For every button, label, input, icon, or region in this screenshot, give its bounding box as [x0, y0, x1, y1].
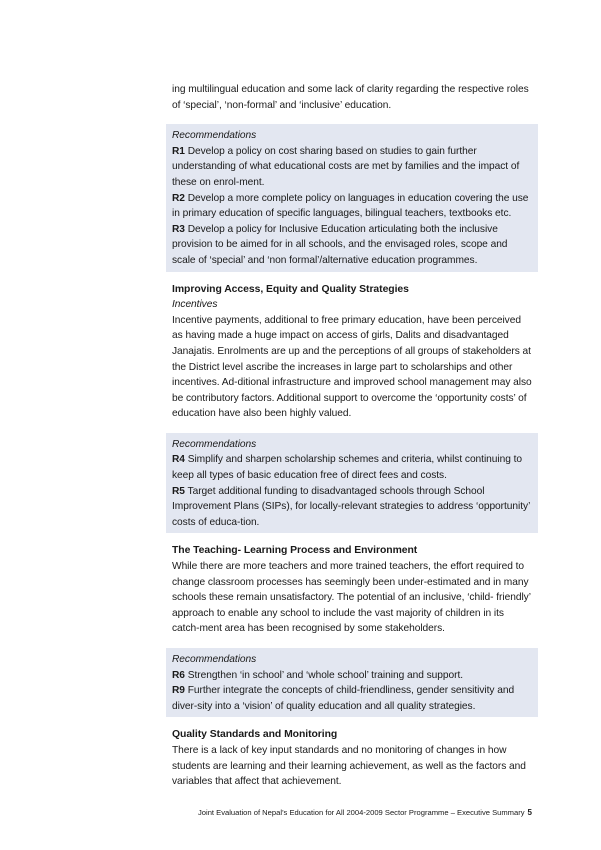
recommendation-r2: [172, 191, 530, 222]
recommendation-r3: [172, 222, 530, 269]
page-footer: [198, 808, 532, 817]
section-body-quality: There is a lack of key input standards and no monitoring of changes in how students are learning and their learning achievement, as well as the factors and variables that affect that achievement.: [172, 744, 526, 788]
recommendation-code: R2: [172, 192, 185, 204]
recommendation-r4: [172, 452, 530, 483]
recommendation-text: Develop a policy on cost sharing based on studies to gain further understanding of what educational costs are met by families and the impact of these on enrol-ment.: [172, 145, 520, 188]
recommendation-code: R1: [172, 145, 185, 157]
section-heading-quality: Quality Standards and Monitoring: [172, 729, 338, 741]
section-subheading-incentives: Incentives: [172, 299, 218, 311]
recommendation-text: Simplify and sharpen scholarship schemes and criteria, whilst continuing to keep all types of basic education free of direct fees and costs.: [172, 454, 523, 482]
recommendation-code: R6: [172, 669, 185, 681]
recommendation-code: R3: [172, 223, 185, 235]
section-body-access: Incentive payments, additional to free primary education, have been perceived as having made a huge impact on access of girls, Dalits and disadvantaged Janajatis. Enrolments are up and the perceptions of all groups of stakeholders at the District level ascribe the increases in large part to scholarships and other incentives. Ad-ditional infrastructure and improved school management may also be contributory factors. Additional support to overcome the ‘opportunity costs’ of education have also been highly valued.: [172, 314, 532, 420]
recommendation-code: R5: [172, 485, 185, 497]
recommendation-text: Develop a more complete policy on languages in education covering the use in primary education of specific languages, bilingual teachers, textbooks etc.: [172, 192, 529, 220]
footer-title: Joint Evaluation of Nepal’s Education for All 2004-2009 Sector Programme – Executive Summary: [198, 808, 525, 817]
section-body-teaching: While there are more teachers and more trained teachers, the effort required to change classroom processes has seemingly been under-estimated and in many schools these remain unsatisfactory. The potential of an inclusive, ‘child- friendly’ approach to enable any school to include the vast majority of children in its catch-ment area has been recognised by some stakeholders.: [172, 561, 531, 635]
recommendation-text: Develop a policy for Inclusive Education articulating both the inclusive provision to be aimed for in all schools, and the envisaged roles, scope and scale of ‘special’ and ‘non formal’/alternative education programmes.: [172, 223, 508, 266]
recommendations-title: Recommendations: [172, 130, 257, 142]
section-heading-access: Improving Access, Equity and Quality Strategies: [172, 283, 409, 295]
recommendation-r9: [172, 683, 530, 714]
recommendations-box-1: [166, 124, 538, 271]
recommendations-box-3: [166, 648, 538, 717]
section-heading-teaching: The Teaching- Learning Process and Environment: [172, 545, 418, 557]
recommendations-box-2: [166, 433, 538, 534]
recommendation-code: R4: [172, 454, 185, 466]
recommendations-title: Recommendations: [172, 438, 257, 450]
recommendation-code: R9: [172, 685, 185, 697]
recommendation-r1: [172, 144, 530, 191]
page-content: [172, 82, 532, 790]
recommendation-text: Further integrate the concepts of child-friendliness, gender sensitivity and diver-sity into a ‘vision’ of quality education and all quality strategies.: [172, 685, 515, 712]
recommendation-text: Strengthen ‘in school’ and ‘whole school’ training and support.: [187, 669, 464, 681]
recommendation-text: Target additional funding to disadvantaged schools through School Improvement Plans (SIPs), for locally-relevant strategies to address ‘opportunity’ costs of educa-tion.: [172, 485, 530, 528]
page-number: 5: [527, 808, 532, 817]
intro-paragraph: ing multilingual education and some lack of clarity regarding the respective roles of ‘special’, ‘non-formal’ and ‘inclusive’ education.: [172, 84, 529, 111]
recommendations-title: Recommendations: [172, 654, 257, 665]
recommendation-r5: [172, 484, 530, 531]
recommendation-r6: [172, 668, 530, 684]
